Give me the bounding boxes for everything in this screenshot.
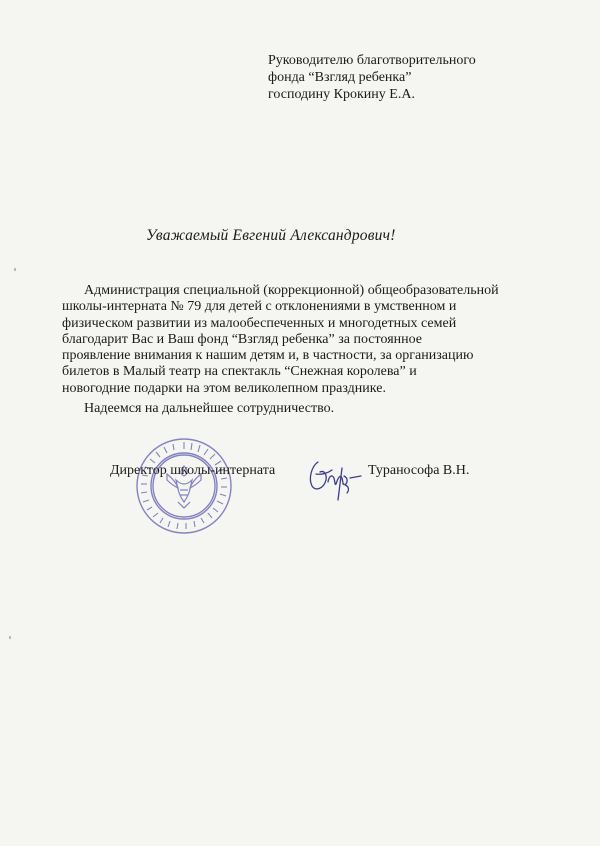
signatory-name: Туранософа В.Н. (368, 463, 470, 478)
body-line: Администрация специальной (коррекционной) общеобразовательной (84, 283, 499, 298)
recipient-line-fund: фонда “Взгляд ребенка” (268, 70, 412, 85)
scan-mark (14, 268, 16, 271)
recipient-block (268, 52, 568, 103)
recipient-line-name: господину Крокину Е.А. (268, 87, 415, 102)
salutation: Уважаемый Евгений Александрович! (146, 227, 396, 244)
body-line: физическом развитии из малообеспеченных и многодетных семей (62, 315, 457, 331)
closing-line: Надеемся на дальнейшее сотрудничество. (84, 401, 335, 416)
recipient-line-position: Руководителю благотворительного (268, 53, 476, 68)
letter-body (62, 283, 532, 397)
body-line: проявление внимания к нашим детям и, в частности, за организацию (62, 348, 474, 364)
body-line: новогодние подарки на этом великолепном празднике. (62, 380, 386, 396)
scan-mark (9, 636, 11, 639)
handwritten-signature (298, 448, 364, 510)
body-line: школы-интерната № 79 для детей с отклонениями в умственном и (62, 299, 457, 315)
signatory-position: Директор школы-интерната (110, 463, 276, 478)
body-line: билетов в Малый театр на спектакль “Снежная королева” и (62, 364, 417, 380)
official-seal-stamp (134, 436, 234, 536)
body-line: благодарит Вас и Ваш фонд “Взгляд ребенка” за постоянное (62, 331, 423, 347)
